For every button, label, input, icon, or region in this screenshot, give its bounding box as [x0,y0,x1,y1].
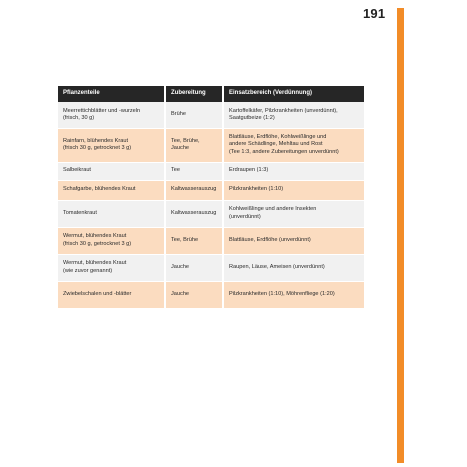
table-row [58,128,364,162]
cell-preparation: Tee, Brühe [165,227,223,254]
cell-usage: Pilzkrankheiten (1:10), Möhrenfliege (1:20) [223,281,364,308]
cell-plant-part: Meerrettichblätter und -wurzeln (frisch, 30 g) [58,102,165,128]
table-row [58,200,364,227]
cell-plant-part: Salbeikraut [58,162,165,180]
cell-preparation: Tee [165,162,223,180]
cell-usage: Blattläuse, Erdflöhe, Kohlweißlinge und andere Schädlinge, Mehltau und Rost (Tee 1:3, andere Zubereitungen unverdünnt) [223,128,364,162]
table-row [58,102,364,128]
chapter-side-bar [397,8,404,463]
plant-preparations-table-wrapper [58,86,364,309]
cell-usage: Kartoffelkäfer, Pilzkrankheiten (unverdünnt), Saatgutbeize (1:2) [223,102,364,128]
table-header-row [58,86,364,102]
cell-preparation: Jauche [165,254,223,281]
cell-usage: Pilzkrankheiten (1:10) [223,180,364,200]
page-number: 191 [363,6,386,21]
cell-usage: Raupen, Läuse, Ameisen (unverdünnt) [223,254,364,281]
cell-plant-part: Wermut, blühendes Kraut (frisch 30 g, getrocknet 3 g) [58,227,165,254]
header-einsatzbereich: Einsatzbereich (Verdünnung) [223,86,364,102]
plant-preparations-table [58,86,364,309]
header-pflanzenteile: Pflanzenteile [58,86,165,102]
cell-plant-part: Tomatenkraut [58,200,165,227]
cell-plant-part: Wermut, blühendes Kraut (wie zuvor genannt) [58,254,165,281]
cell-preparation: Brühe [165,102,223,128]
table-row [58,281,364,308]
cell-preparation: Tee, Brühe, Jauche [165,128,223,162]
header-zubereitung: Zubereitung [165,86,223,102]
cell-usage: Blattläuse, Erdflöhe (unverdünnt) [223,227,364,254]
cell-usage: Erdraupen (1:3) [223,162,364,180]
table-row [58,180,364,200]
table-row [58,254,364,281]
cell-preparation: Kaltwasserauszug [165,200,223,227]
cell-plant-part: Zwiebelschalen und -blätter [58,281,165,308]
cell-preparation: Jauche [165,281,223,308]
cell-plant-part: Schafgarbe, blühendes Kraut [58,180,165,200]
cell-usage: Kohlweißlinge und andere Insekten (unverdünnt) [223,200,364,227]
cell-preparation: Kaltwasserauszug [165,180,223,200]
table-row [58,162,364,180]
cell-plant-part: Rainfarn, blühendes Kraut (frisch 30 g, getrocknet 3 g) [58,128,165,162]
table-row [58,227,364,254]
